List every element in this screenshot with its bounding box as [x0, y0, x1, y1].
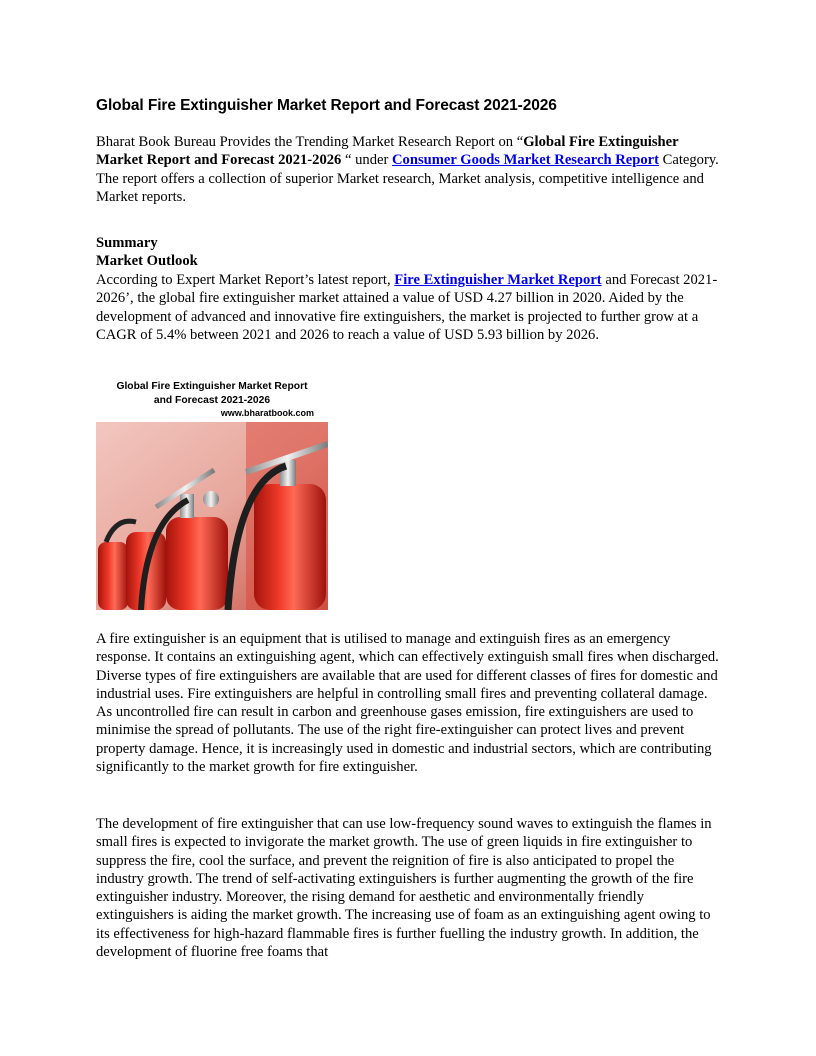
market-outlook-heading: Market Outlook: [96, 253, 198, 269]
outlook-text-1: According to Expert Market Report’s latest report,: [96, 272, 395, 288]
description-paragraph-2: The development of fire extinguisher that can use low-frequency sound waves to extinguish the flames in small fires is expected to invigorate the market growth. The use of green liquids in fire extinguisher to suppress the fire, cool the surface, and prevent the reignition of fire is also anticipated to propel the industry growth. The trend of self-activating extinguishers is further augmenting the growth of the fire extinguisher industry. Moreover, the rising demand for aesthetic and environmentally friendly extinguishers is aiding the market growth. The increasing use of foam as an extinguishing agent owing to its effectiveness for high-hazard flammable fires is further fuelling the industry growth. In addition, the development of fluorine free foams that: [96, 816, 712, 961]
page-title: Global Fire Extinguisher Market Report and Forecast 2021-2026: [96, 97, 557, 114]
fire-extinguisher-report-link[interactable]: Fire Extinguisher Market Report: [394, 272, 602, 288]
figure-title-line-1: Global Fire Extinguisher Market Report: [116, 381, 308, 392]
market-outlook-paragraph: [96, 271, 720, 344]
fire-extinguishers-image: [96, 422, 328, 610]
outlook-text-2: and Forecast 2021-2026’, the global fire extinguisher market attained a value of USD 4.27 billion in 2020. Aided by the development of advanced and innovative fire extinguishers, the market is projected to further grow at a CAGR of 5.4% between 2021 and 2026 to reach a value of USD 5.93 billion by 2026.: [96, 272, 718, 343]
intro-paragraph: [96, 133, 720, 206]
consumer-goods-report-link[interactable]: Consumer Goods Market Research Report: [392, 152, 659, 169]
figure-title-line-2: and Forecast 2021-2026: [153, 395, 271, 406]
intro-report-name: Global Fire Extinguisher Market Report and Forecast 2021-2026: [96, 134, 679, 169]
intro-text-2: “ under: [341, 152, 392, 169]
intro-text-1: Bharat Book Bureau Provides the Trending Market Research Report on “: [96, 134, 524, 150]
figure-title: [96, 380, 328, 408]
figure-website-url: www.bharatbook.com: [220, 408, 314, 418]
intro-text-3: Category. The report offers a collection of superior Market research, Market analysis, competitive intelligence and Market reports.: [96, 152, 719, 205]
summary-heading: Summary: [96, 235, 158, 251]
report-cover-figure: [96, 378, 328, 610]
description-paragraph-1: A fire extinguisher is an equipment that is utilised to manage and extinguish fires as an emergency response. It contains an extinguishing agent, which can effectively extinguish small fires when discharged. Diverse types of fire extinguishers are available that are used for different classes of fires for domestic and industrial uses. Fire extinguishers are helpful in controlling small fires and preventing collateral damage. As uncontrolled fire can result in carbon and greenhouse gases emission, fire extinguishers are used to minimise the spread of pollutants. The use of the right fire-extinguisher can protect lives and prevent property damage. Hence, it is increasingly used in domestic and industrial sectors, which are contributing significantly to the market growth for fire extinguisher.: [96, 631, 719, 776]
